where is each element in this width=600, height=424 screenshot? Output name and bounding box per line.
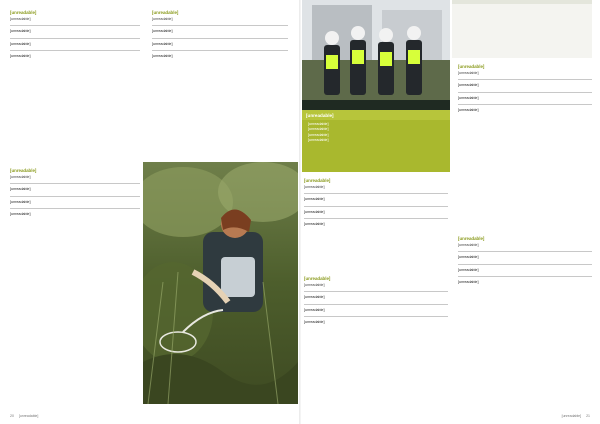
- duration-line: [unreadable]: [304, 307, 325, 312]
- duration-line: [unreadable]: [152, 41, 173, 46]
- divider: [458, 276, 592, 277]
- divider: [458, 79, 592, 80]
- section-body: [unreadable]: [304, 185, 325, 189]
- divider: [304, 193, 448, 194]
- left-col1-top: [10, 10, 140, 160]
- divider: [10, 208, 140, 209]
- section-heading: [unreadable]: [152, 10, 179, 15]
- info-box-line-1: [unreadable]: [308, 122, 329, 126]
- left-footer: [10, 414, 38, 418]
- divider: [458, 264, 592, 265]
- audience-line: [unreadable]: [458, 255, 479, 260]
- audience-line: [unreadable]: [10, 29, 31, 34]
- duration-line: [unreadable]: [10, 41, 31, 46]
- page-fold: [299, 0, 301, 424]
- divider: [458, 92, 592, 93]
- section-heading: [unreadable]: [304, 178, 331, 183]
- audience-line: [unreadable]: [304, 295, 325, 300]
- divider: [152, 25, 288, 26]
- footer-text: [unreadable]: [18, 414, 39, 418]
- page-number: 21: [586, 414, 590, 418]
- contact-line: [unreadable]: [304, 222, 325, 227]
- footer-text: [unreadable]: [561, 414, 582, 418]
- section-heading: [unreadable]: [458, 236, 485, 241]
- divider: [10, 50, 140, 51]
- contact-line: [unreadable]: [10, 54, 31, 59]
- info-box-line-2: [unreadable]: [308, 127, 329, 132]
- divider: [304, 206, 448, 207]
- contact-line: [unreadable]: [304, 320, 325, 325]
- section-body: [unreadable]: [304, 283, 325, 287]
- divider: [10, 38, 140, 39]
- section-body: [unreadable]: [10, 17, 31, 21]
- section-heading: [unreadable]: [458, 64, 485, 69]
- duration-line: [unreadable]: [304, 209, 325, 214]
- divider: [304, 291, 448, 292]
- info-box-line-4: [unreadable]: [308, 138, 329, 143]
- right-footer: [562, 414, 590, 418]
- divider: [458, 251, 592, 252]
- page-number: 20: [10, 414, 14, 418]
- audience-line: [unreadable]: [152, 29, 173, 34]
- left-col1-bottom: [10, 168, 140, 404]
- contact-line: [unreadable]: [10, 212, 31, 217]
- contact-line: [unreadable]: [152, 54, 173, 59]
- divider: [152, 38, 288, 39]
- section-body: [unreadable]: [10, 175, 31, 179]
- audience-line: [unreadable]: [10, 187, 31, 192]
- left-col2-top: [152, 10, 288, 160]
- divider: [458, 104, 592, 105]
- right-col2-bottom: [458, 236, 592, 404]
- contact-line: [unreadable]: [458, 280, 479, 285]
- section-heading: [unreadable]: [304, 276, 331, 281]
- contact-line: [unreadable]: [458, 108, 479, 113]
- workers-illustration: [302, 0, 450, 110]
- section-heading: [unreadable]: [10, 168, 37, 173]
- right-col1-mid: [304, 178, 448, 262]
- right-col1-bottom: [304, 276, 448, 404]
- divider: [10, 183, 140, 184]
- workers-photo: [302, 0, 450, 110]
- divider: [304, 218, 448, 219]
- info-box: [302, 110, 450, 172]
- section-body: [unreadable]: [458, 243, 479, 247]
- building-photo-crop: [452, 0, 592, 58]
- duration-line: [unreadable]: [10, 199, 31, 204]
- duration-line: [unreadable]: [458, 95, 479, 100]
- duration-line: [unreadable]: [458, 267, 479, 272]
- divider: [304, 316, 448, 317]
- pond-research-illustration: [143, 162, 298, 404]
- section-body: [unreadable]: [152, 17, 173, 21]
- divider: [152, 50, 288, 51]
- pond-research-photo: [143, 162, 298, 404]
- audience-line: [unreadable]: [304, 197, 325, 202]
- divider: [304, 304, 448, 305]
- info-box-line-3: [unreadable]: [308, 132, 329, 137]
- divider: [10, 196, 140, 197]
- building-illustration: [452, 0, 592, 58]
- info-box-title: [unreadable]: [302, 110, 450, 120]
- right-col2-top: [458, 64, 592, 192]
- divider: [10, 25, 140, 26]
- section-body: [unreadable]: [458, 71, 479, 75]
- audience-line: [unreadable]: [458, 83, 479, 88]
- section-heading: [unreadable]: [10, 10, 37, 15]
